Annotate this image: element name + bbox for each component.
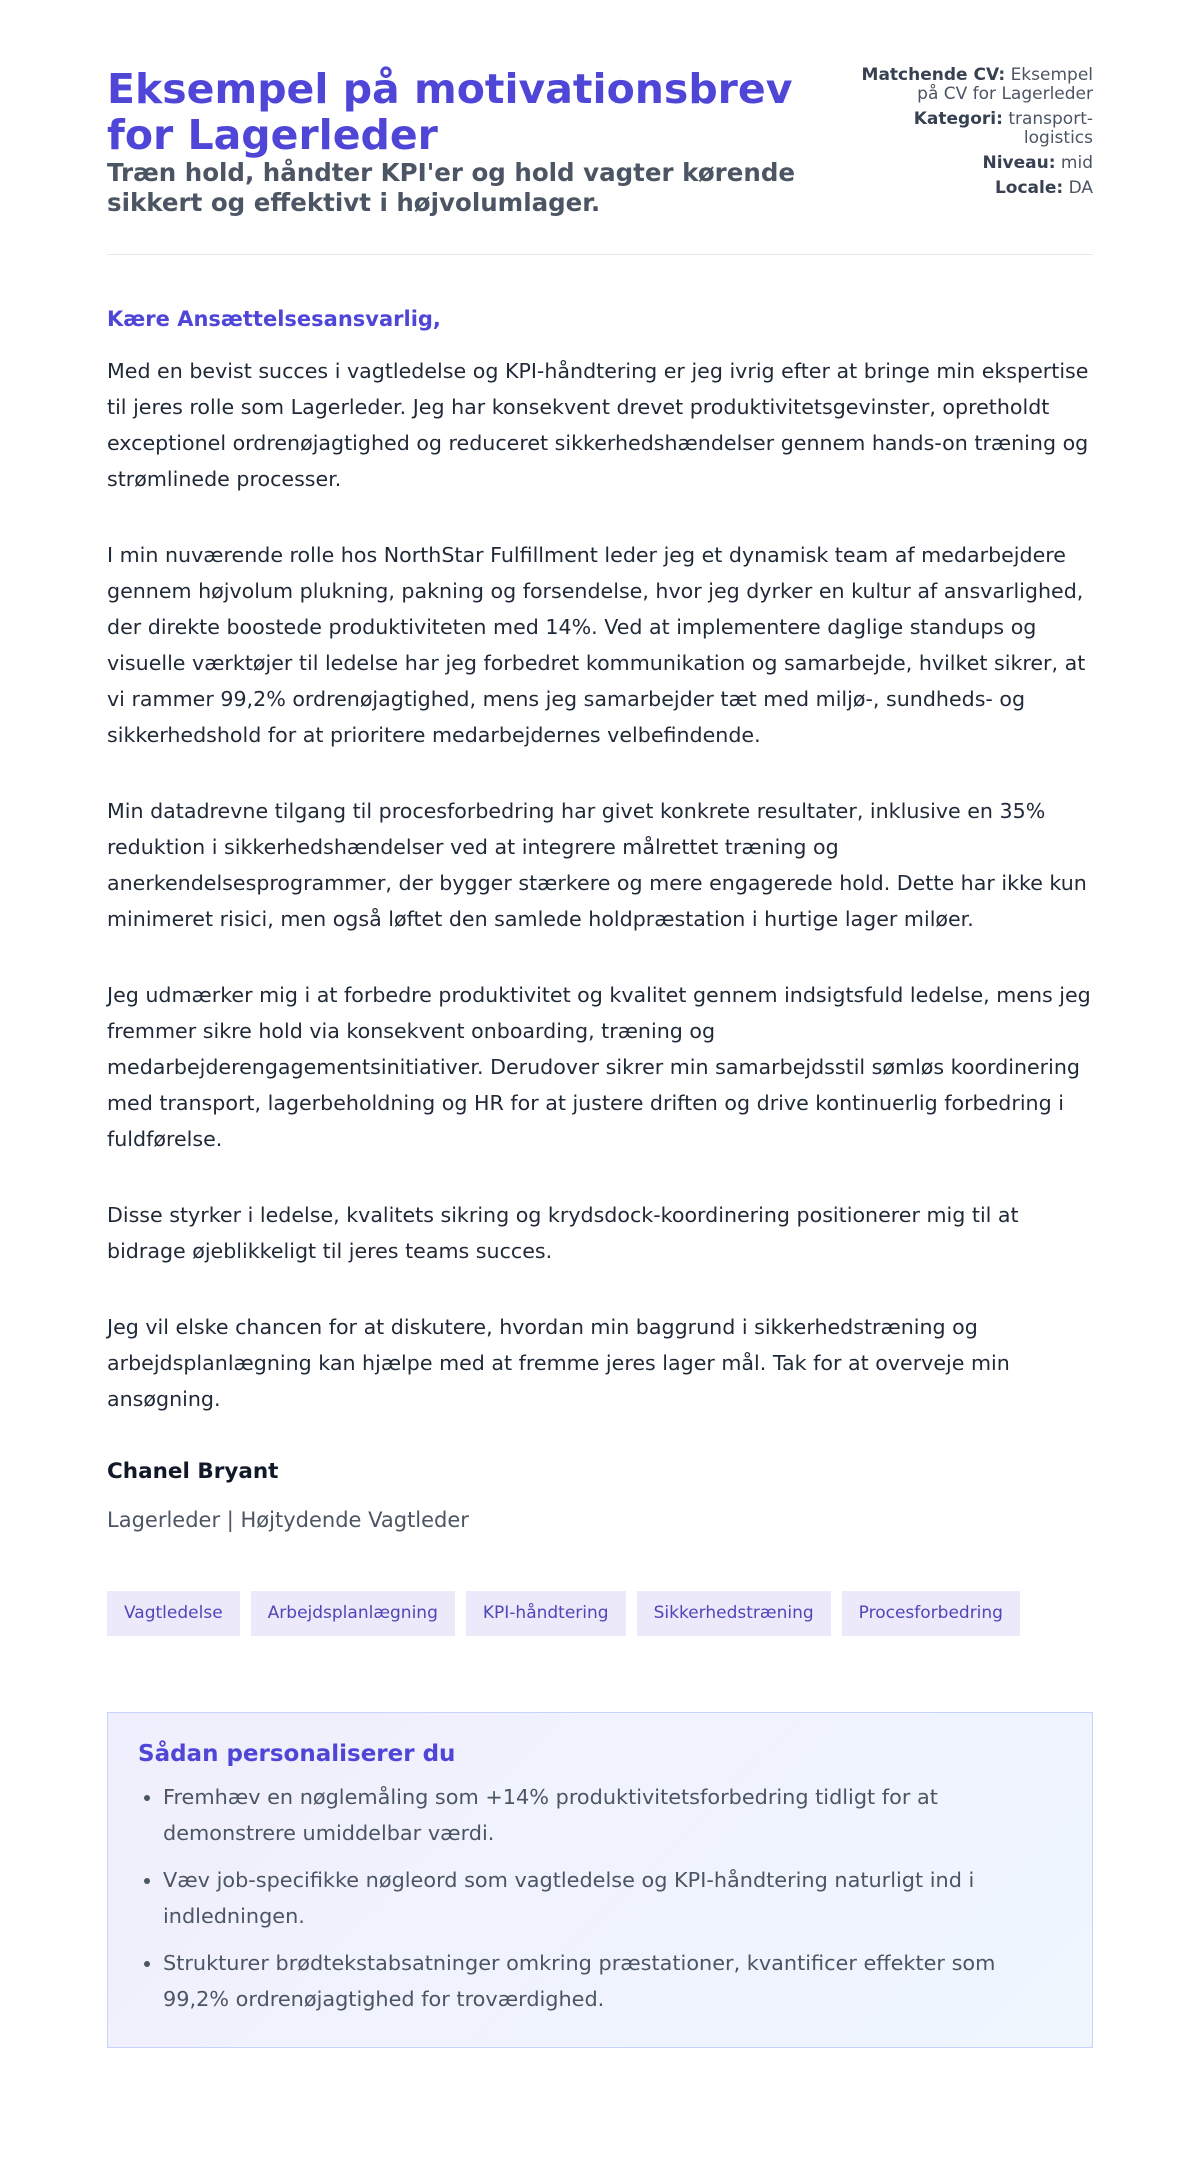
letter-body (107, 353, 1093, 1417)
letter-paragraph: Jeg udmærker mig i at forbedre produktivitet og kvalitet gennem indsigtsfuld ledelse, mens jeg fremmer sikre hold via konsekvent onboarding, træning og medarbejderengagementsinitiativer. Derudover sikrer min samarbejdsstil sømløs koordinering med transport, lagerbeholdning og HR for at justere driften og drive kontinuerlig forbedring i fuldførelse. (107, 983, 1091, 1151)
meta-category-label: Kategori: (913, 109, 1003, 129)
letter-greeting: Kære Ansættelsesansvarlig, (107, 307, 441, 331)
tip-item: • Fremhæv en nøglemåling som +14% produktivitetsforbedring tidligt for at demonstrere umiddelbar værdi. (163, 1779, 1062, 1851)
meta-cv-value: Eksempel på CV for Lagerleder (917, 65, 1093, 104)
meta-cv-label: Matchende CV: (861, 65, 1006, 85)
skill-tags (107, 1591, 1093, 1636)
meta-locale (856, 179, 1093, 198)
skill-tag: Sikkerhedstræning (637, 1591, 831, 1636)
letter-paragraph: Min datadrevne tilgang til procesforbedring har givet konkrete resultater, inklusive en 35% reduktion i sikkerhedshændelser ved at integrere målrettet træning og anerkendelsesprogrammer, der bygger stærkere og mere engagerede hold. Dette har ikke kun minimeret risici, men også løftet den samlede holdpræstation i hurtige lager miløer. (107, 799, 1087, 931)
title-block (107, 66, 856, 218)
meta-level (856, 154, 1093, 173)
page-subtitle: Træn hold, håndter KPI'er og hold vagter kørende sikkert og effektivt i højvolumlager. (107, 158, 795, 217)
meta-locale-label: Locale: (994, 178, 1064, 198)
meta-level-label: Niveau: (982, 153, 1056, 173)
letter-page (107, 0, 1093, 2048)
letter-paragraph: Med en bevist succes i vagtledelse og KPI-håndtering er jeg ivrig efter at bringe min ekspertise til jeres rolle som Lagerleder. Jeg har konsekvent drevet produktivitetsgevinster, opretholdt exceptionel ordrenøjagtighed og reduceret sikkerhedshændelser gennem hands-on træning og strømlinede processer. (107, 359, 1089, 491)
tips-title: Sådan personaliserer du (138, 1741, 456, 1767)
meta-category (856, 110, 1093, 148)
tips-list (138, 1779, 1062, 2017)
letter-paragraph: Jeg vil elske chancen for at diskutere, hvordan min baggrund i sikkerhedstræning og arbejdsplanlægning kan hjælpe med at fremme jeres lager mål. Tak for at overveje min ansøgning. (107, 1315, 1010, 1411)
letter-paragraph: Disse styrker i ledelse, kvalitets sikring og krydsdock-koordinering positionerer mig til at bidrage øjeblikkeligt til jeres teams succes. (107, 1203, 1019, 1263)
meta-cv (856, 66, 1093, 104)
skill-tag: Procesforbedring (842, 1591, 1020, 1636)
meta-category-value: transport-logistics (1008, 109, 1093, 148)
header-divider (107, 254, 1093, 255)
skill-tag: Vagtledelse (107, 1591, 240, 1636)
meta-locale-value: DA (1068, 178, 1093, 198)
tip-item: • Væv job-specifikke nøgleord som vagtledelse og KPI-håndtering naturligt ind i indledningen. (163, 1862, 1062, 1934)
personalization-tips (107, 1712, 1093, 2048)
skill-tag: KPI-håndtering (466, 1591, 626, 1636)
meta-level-value: mid (1060, 153, 1093, 173)
meta-panel (856, 66, 1093, 204)
signature-role: Lagerleder | Højtydende Vagtleder (107, 1508, 469, 1532)
page-title: Eksempel på motivationsbrev for Lagerleder (107, 65, 793, 159)
skill-tag: Arbejdsplanlægning (251, 1591, 455, 1636)
signature-name: Chanel Bryant (107, 1459, 279, 1484)
tip-item: • Strukturer brødtekstabsatninger omkring præstationer, kvantificer effekter som 99,2% ordrenøjagtighed for troværdighed. (163, 1945, 1062, 2017)
letter-paragraph: I min nuværende rolle hos NorthStar Fulfillment leder jeg et dynamisk team af medarbejdere gennem højvolum plukning, pakning og forsendelse, hvor jeg dyrker en kultur af ansvarlighed, der direkte boostede produktiviteten med 14%. Ved at implementere daglige standups og visuelle værktøjer til ledelse har jeg forbedret kommunikation og samarbejde, hvilket sikrer, at vi rammer 99,2% ordrenøjagtighed, mens jeg samarbejder tæt med miljø-, sundheds- og sikkerhedshold for at prioritere medarbejdernes velbefindende. (107, 543, 1086, 747)
header (107, 66, 1093, 254)
